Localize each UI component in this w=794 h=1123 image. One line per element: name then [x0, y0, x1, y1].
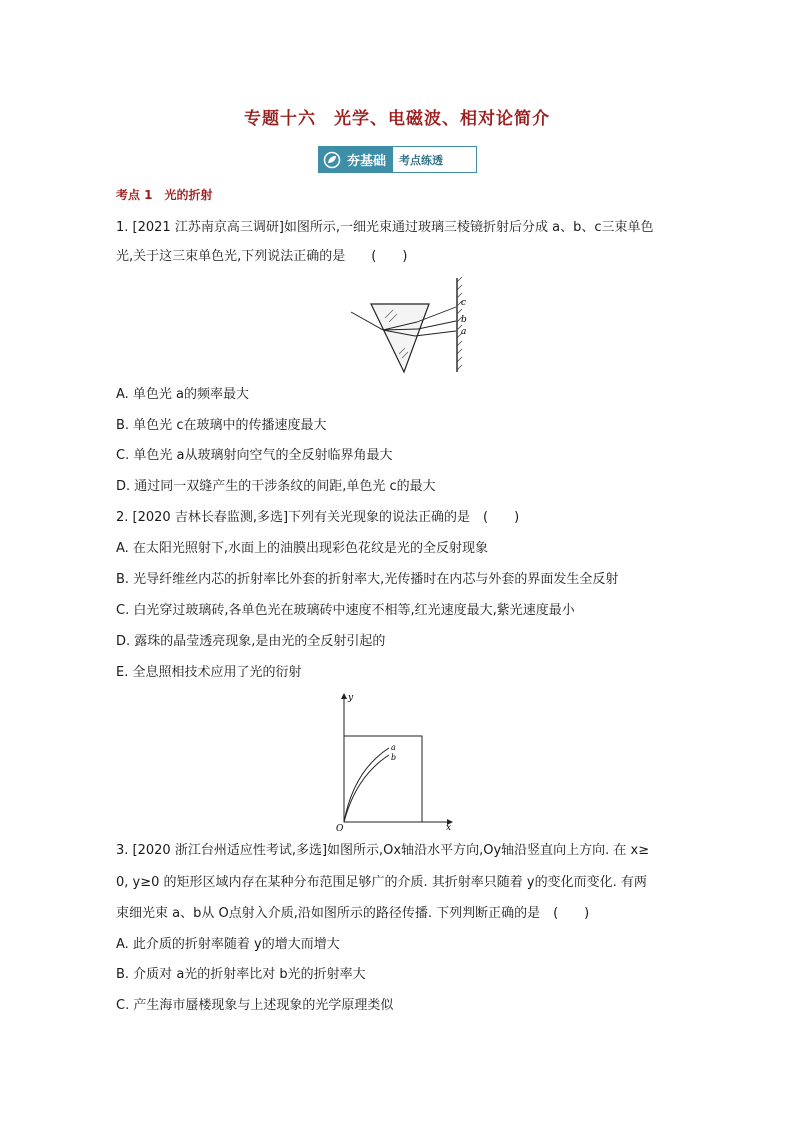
label-b: b [391, 753, 397, 762]
q2-stem: 2. [2020 吉林长春监测,多选]下列有关光现象的说法正确的是 ( ) [116, 510, 520, 525]
q3-stem-line1: 3. [2020 浙江台州适应性考试,多选]如图所示,Ox轴沿水平方向,Oy轴沿竖直向上方向. 在 x≥ [116, 843, 650, 858]
q1-option-c: C. 单色光 a从玻璃射向空气的全反射临界角最大 [116, 448, 393, 463]
q3-option-c: C. 产生海市蜃楼现象与上述现象的光学原理类似 [116, 998, 394, 1013]
q2-option-d: D. 露珠的晶莹透亮现象,是由光的全反射引起的 [116, 634, 386, 649]
banner-main-label: 夯基础 [345, 147, 393, 172]
q3-option-b: B. 介质对 a光的折射率比对 b光的折射率大 [116, 967, 366, 982]
section-heading: 考点 1 光的折射 [116, 188, 213, 202]
q3-stem-line3: 束细光束 a、b从 O点射入介质,沿如图所示的路径传播. 下列判断正确的是 ( ) [116, 906, 590, 921]
label-a: a [461, 327, 467, 337]
glass-prism [371, 304, 429, 372]
q2-option-a: A. 在太阳光照射下,水面上的油膜出现彩色花纹是光的全反射现象 [116, 541, 489, 556]
path-a [344, 748, 389, 822]
label-c: c [461, 298, 467, 308]
q2-option-b: B. 光导纤维丝内芯的折射率比外套的折射率大,光传播时在内芯与外套的界面发生全反射 [116, 572, 619, 587]
ray-b [418, 321, 456, 329]
medium-region [344, 736, 422, 822]
q1-option-b: B. 单色光 c在玻璃中的传播速度最大 [116, 418, 327, 433]
ray-a [415, 331, 456, 336]
q3-stem-line2: 0, y≥0 的矩形区域内存在某种分布范围足够广的介质. 其折射率只随着 y的变化而变化. 有两 [116, 875, 647, 890]
prism-figure [345, 276, 475, 378]
label-a: a [391, 743, 396, 752]
q1-option-a: A. 单色光 a的频率最大 [116, 387, 250, 402]
label-origin: O [336, 824, 344, 832]
q1-option-d: D. 通过同一双缝产生的干涉条纹的间距,单色光 c的最大 [116, 479, 436, 494]
q2-option-e: E. 全息照相技术应用了光的衍射 [116, 665, 302, 680]
label-b: b [461, 315, 467, 325]
medium-figure [334, 690, 458, 832]
section-banner [318, 146, 477, 173]
q1-stem-line2: 光,关于这三束单色光,下列说法正确的是 ( ) [116, 249, 408, 264]
banner-sub-label: 考点练透 [399, 153, 444, 167]
path-b [344, 755, 389, 822]
q1-stem-line1: 1. [2021 江苏南京高三调研]如图所示,一细光束通过玻璃三棱镜折射后分成 a、b、c三束单色 [116, 220, 654, 235]
label-x: x [446, 823, 452, 832]
q3-option-a: A. 此介质的折射率随着 y的增大而增大 [116, 937, 340, 952]
leaf-icon [319, 147, 345, 172]
q2-option-c: C. 白光穿过玻璃砖,各单色光在玻璃砖中速度不相等,红光速度最大,紫光速度最小 [116, 603, 575, 618]
label-y: y [348, 693, 354, 703]
page-title: 专题十六 光学、电磁波、相对论简介 [244, 109, 550, 129]
